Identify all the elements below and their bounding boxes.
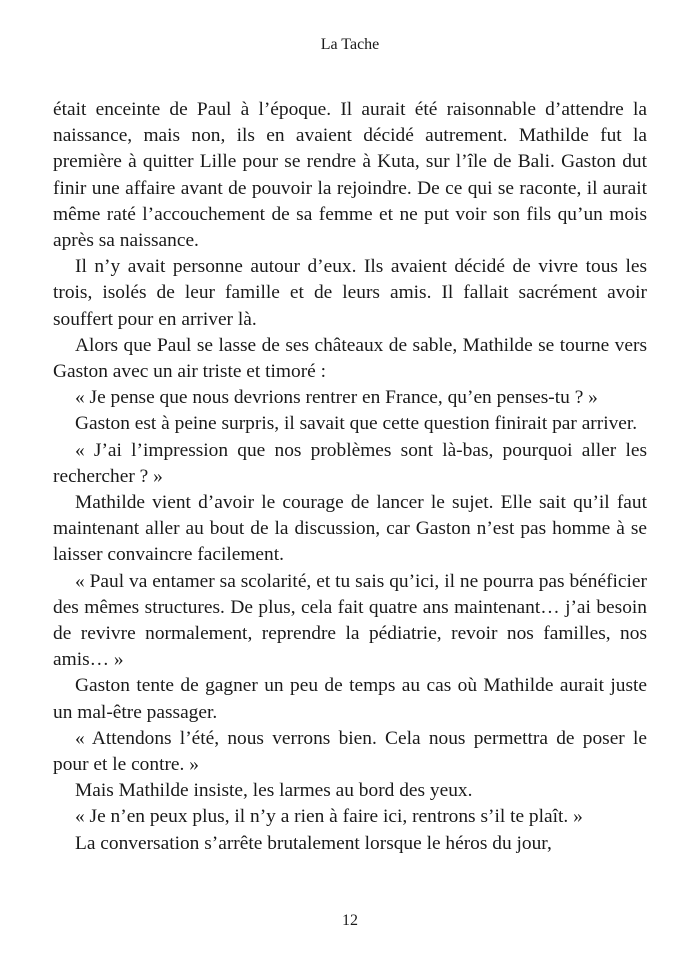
paragraph-3: Alors que Paul se lasse de ses châteaux de sable, Mathilde se tourne vers Gaston avec un air triste et timoré : xyxy=(53,334,647,383)
running-title: La Tache xyxy=(320,36,380,53)
paragraph-13: La conversation s’arrête brutalement lorsque le héros du jour, xyxy=(75,832,552,854)
paragraph-6: « J’ai l’impression que nos problèmes sont là-bas, pourquoi aller les rechercher ? » xyxy=(53,439,647,487)
body-text xyxy=(53,97,647,857)
paragraph-7: Mathilde vient d’avoir le courage de lancer le sujet. Elle sait qu’il faut maintenant aller au bout de la discussion, car Gaston n’est pas homme à se laisser convaincre facilement. xyxy=(53,492,647,566)
paragraph-4: « Je pense que nous devrions rentrer en France, qu’en penses-tu ? » xyxy=(75,387,598,409)
paragraph-11: Mais Mathilde insiste, les larmes au bord des yeux. xyxy=(75,780,473,802)
paragraph-12: « Je n’en peux plus, il n’y a rien à faire ici, rentrons s’il te plaît. » xyxy=(75,806,583,828)
paragraph-1: était enceinte de Paul à l’époque. Il aurait été raisonnable d’attendre la naissance, mais non, ils en avaient décidé autrement. Mathilde fut la première à quitter Lille pour se rendre à Kuta, sur l’île de Bali. Gaston dut finir une affaire avant de pouvoir la rejoindre. De ce qui se raconte, il aurait même raté l’accouchement de sa femme et ne put voir son fils qu’un mois après sa naissance. xyxy=(53,99,647,252)
page-number: 12 xyxy=(342,912,358,929)
paragraph-10: « Attendons l’été, nous verrons bien. Cela nous permettra de poser le pour et le contre. » xyxy=(53,727,647,776)
paragraph-5: Gaston est à peine surpris, il savait que cette question finirait par arriver. xyxy=(75,413,638,435)
paragraph-8: « Paul va entamer sa scolarité, et tu sais qu’ici, il ne pourra pas bénéficier des mêmes structures. De plus, cela fait quatre ans maintenant… j’ai besoin de revivre normalement, reprendre la pédiatrie, revoir nos familles, nos amis… » xyxy=(53,570,647,671)
paragraph-2: Il n’y avait personne autour d’eux. Ils avaient décidé de vivre tous les trois, isolés de leur famille et de leurs amis. Il fallait sacrément avoir souffert pour en arriver là. xyxy=(53,256,647,330)
paragraph-9: Gaston tente de gagner un peu de temps au cas où Mathilde aurait juste un mal-être passager. xyxy=(53,675,647,723)
